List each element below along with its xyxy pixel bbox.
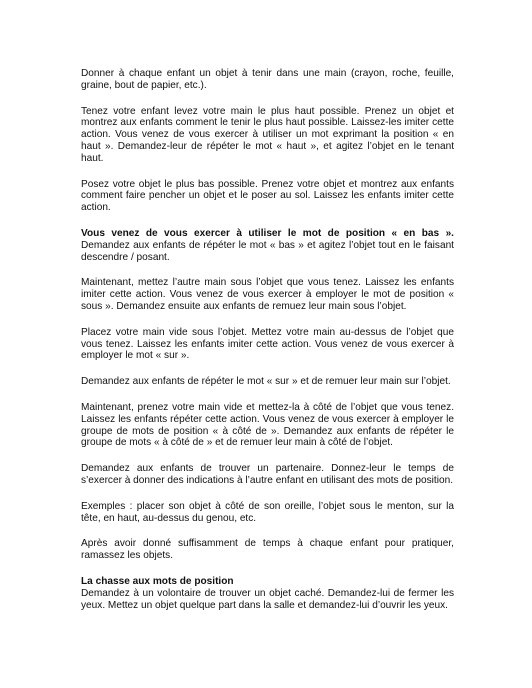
paragraph-4: [81, 228, 454, 263]
paragraph-10: Exemples : placer son objet à côté de son oreille, l’objet sous le menton, sur la tête, en haut, au-dessus du genou, etc.: [81, 500, 454, 524]
section-paragraph: [81, 576, 454, 611]
paragraph-1: Donner à chaque enfant un objet à tenir dans une main (crayon, roche, feuille, graine, bout de papier, etc.).: [81, 68, 454, 91]
paragraph-5: Maintenant, mettez l’autre main sous l’objet que vous tenez. Laissez les enfants imiter cette action. Vous venez de vous exercer à employer le mot de position « sous ». Demandez ensuite aux enfants de remuez leur main sous l’objet.: [81, 277, 454, 312]
paragraph-8: Maintenant, prenez votre main vide et mettez-la à côté de l’objet que vous tenez. Laissez les enfants répéter cette action. Vous venez de vous exercer à employer le groupe de mots de position « à côté de ». Demandez aux enfants de répéter le groupe de mots « à côté de » et de remuer leur main à côté de l’objet.: [81, 401, 454, 449]
paragraph-11: Après avoir donné suffisamment de temps à chaque enfant pour pratiquer, ramassez les objets.: [81, 538, 454, 562]
paragraph-4-text: Demandez aux enfants de répéter le mot « bas » et agitez l’objet tout en le faisant descendre / posant.: [81, 239, 454, 263]
paragraph-9: Demandez aux enfants de trouver un partenaire. Donnez-leur le temps de s’exercer à donner des indications à l’autre enfant en utilisant des mots de position.: [81, 463, 454, 486]
paragraph-7: Demandez aux enfants de répéter le mot « sur » et de remuer leur main sur l’objet.: [81, 376, 451, 388]
paragraph-6: Placez votre main vide sous l’objet. Mettez votre main au-dessus de l’objet que vous tenez. Laissez les enfants imiter cette action. Vous venez de vous exercer à employer le mot « sur ».: [81, 326, 454, 362]
section-heading: La chasse aux mots de position: [81, 575, 234, 587]
section-text: Demandez à un volontaire de trouver un objet caché. Demandez-lui de fermer les yeux. Mettez un objet quelque part dans la salle et demandez-lui d’ouvrir les yeux.: [81, 587, 454, 611]
paragraph-4-bold-lead: Vous venez de vous exercer à utiliser le mot de position « en bas ».: [81, 227, 454, 239]
paragraph-2: Tenez votre enfant levez votre main le plus haut possible. Prenez un objet et montrez aux enfants comment le tenir le plus haut possible. Laissez-les imiter cette action. Vous venez de vous exercer à utiliser un mot exprimant la position « en haut ». Demandez-leur de répéter le mot « haut », et agitez l’objet en le tenant haut.: [81, 105, 454, 164]
paragraph-3: Posez votre objet le plus bas possible. Prenez votre objet et montrez aux enfants comment faire pencher un objet et le poser au sol. Laissez les enfants imiter cette action.: [81, 178, 454, 214]
